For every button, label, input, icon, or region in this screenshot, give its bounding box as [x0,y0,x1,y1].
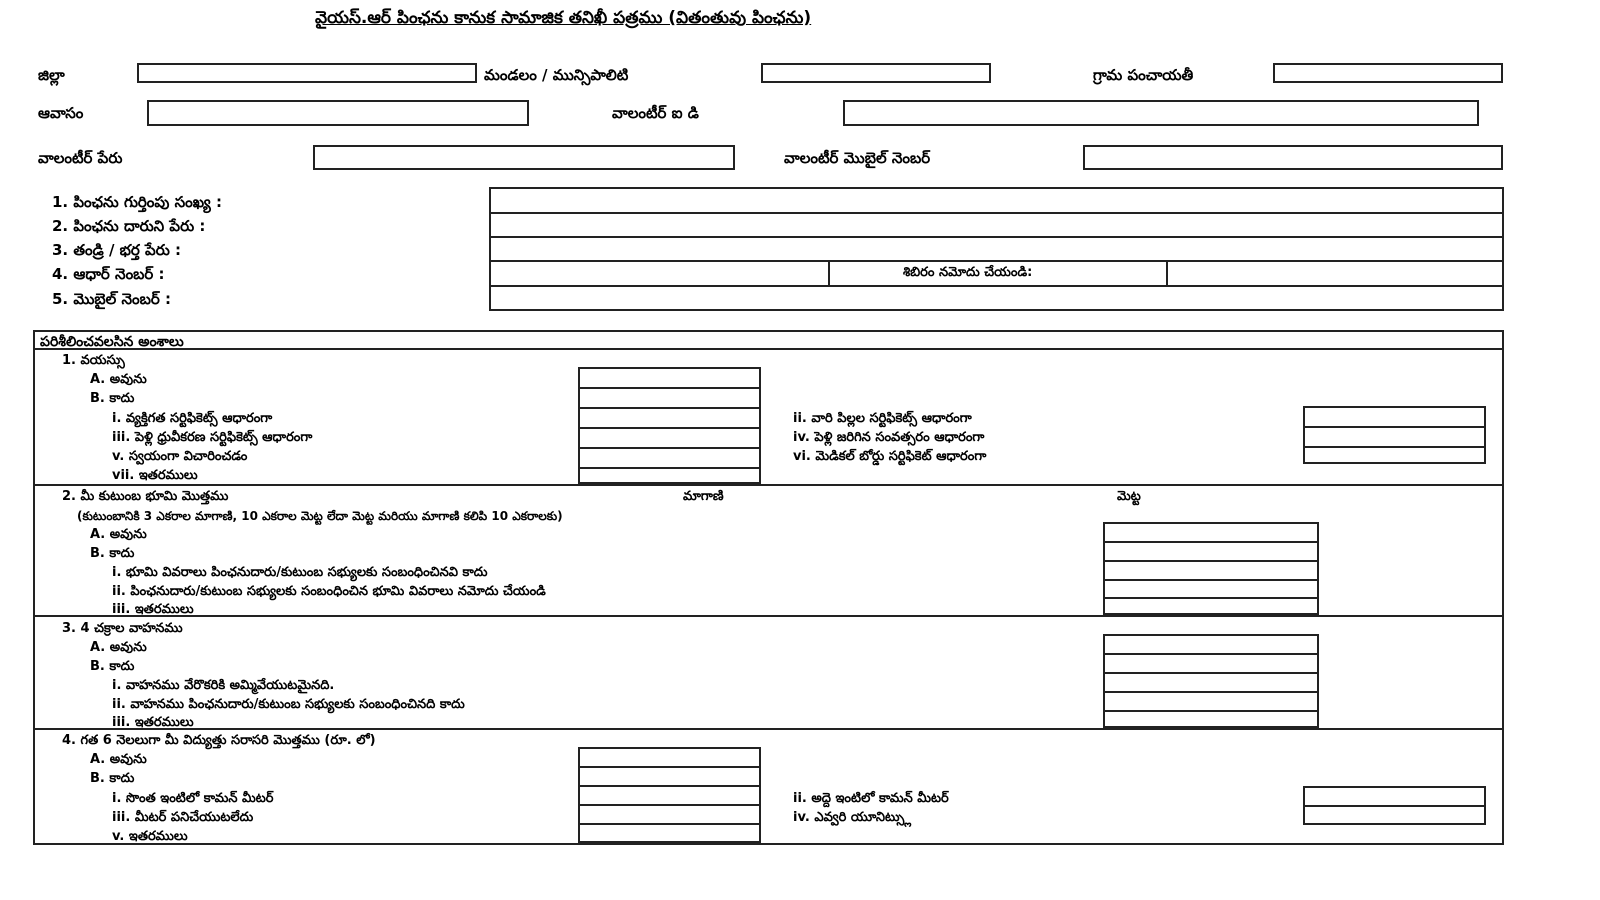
s2-sub-ii: ii. పింఛనుదారు/కుటుంబ సభ్యులకు సంబంధించిన భూమి వివరాలు నమోదు చేయండి [112,584,546,599]
divider [33,615,1504,617]
divider [33,484,1504,486]
s1-sub-v: v. స్వయంగా విచారించడం [112,449,248,464]
s2-sub-iii: iii. ఇతరములు [112,602,194,617]
s1-sub-vii: vii. ఇతరములు [112,468,198,483]
details-table [489,187,1504,311]
s2-option-a: A. అవును [90,527,147,542]
pension-id-label: 1. పింఛను గుర్తింపు సంఖ్య : [52,193,222,211]
s3-answer-boxes[interactable] [1103,634,1319,728]
s2-option-b: B. కాదు [90,546,135,561]
s2-sub-i: i. భూమి వివరాలు పింఛనుదారు/కుటుంబ సభ్యులకు సంబంధించినవి కాదు [112,565,488,580]
s1-sub-iii: iii. పెళ్లి ధ్రువీకరణ సర్టిఫికెట్స్ ఆధారంగా [112,430,313,445]
s1-answer-boxes[interactable] [578,367,761,484]
habitation-label: ఆవాసం [38,104,84,122]
check-header: పరిశీలించవలసిన అంశాలు [40,334,184,350]
pensioner-name-label: 2. పింఛను దారుని పేరు : [52,217,206,235]
s4-option-a: A. అవును [90,752,147,767]
habitation-field[interactable] [147,100,529,126]
s1-sub-ii: ii. వారి పిల్లల సర్టిఫికెట్స్ ఆధారంగా [793,411,972,426]
volunteer-id-label: వాలంటీర్ ఐ డి [612,104,699,122]
gram-label: గ్రామ పంచాయతీ [1093,66,1194,84]
form-title: వైయస్.ఆర్ పింఛను కానుక సామాజిక తనిఖీ పత్రము (వితంతువు పింఛను) [315,8,812,28]
camp-entry-label: శిబిరం నమోదు చేయండి: [903,265,1033,280]
mandal-field[interactable] [761,63,991,83]
divider [33,728,1504,730]
s3-sub-i: i. వాహనము వేరొకరికి అమ్మివేయుటమైనది. [112,678,335,693]
s3-title: 3. 4 చక్రాల వాహనము [62,621,183,636]
s4-sub-i: i. సొంత ఇంటిలో కామన్ మీటర్ [112,791,274,806]
volunteer-name-label: వాలంటీర్ పేరు [38,149,123,167]
s4-sub-iv: iv. ఎవ్వరి యూనిట్స్లు [793,810,912,825]
s4-sub-ii: ii. అద్దె ఇంటిలో కామన్ మీటర్ [793,791,949,806]
s1-sub-vi: vi. మెడికల్ బోర్డు సర్టిఫికెట్ ఆధారంగా [793,449,987,464]
s1-sub-i: i. వ్యక్తిగత సర్టిఫికెట్స్ ఆధారంగా [112,411,273,426]
s4-answer-boxes-right[interactable] [1303,786,1486,825]
mandal-label: మండలం / మున్సిపాలిటి [484,66,629,84]
s4-sub-iii: iii. మీటర్ పనిచేయుటలేదు [112,810,254,825]
s1-option-b: B. కాదు [90,391,135,406]
s2-answer-boxes[interactable] [1103,522,1319,615]
district-field[interactable] [137,63,477,83]
volunteer-id-field[interactable] [843,100,1479,126]
s3-sub-iii: iii. ఇతరములు [112,715,194,730]
district-label: జిల్లా [38,66,65,84]
aadhaar-label: 4. ఆధార్ నెంబర్ : [52,265,165,283]
divider [828,260,830,285]
s2-col-magani: మాగాణి [683,489,724,504]
volunteer-mobile-label: వాలంటీర్ మొబైల్ నెంబర్ [784,149,931,167]
divider [491,212,1502,214]
divider [33,348,1504,350]
father-husband-label: 3. తండ్రి / భర్త పేరు : [52,241,181,259]
s1-answer-boxes-right[interactable] [1303,406,1486,464]
s2-title: 2. మీ కుటుంబ భూమి మొత్తము [62,489,229,504]
s2-col-metta: మెట్ట [1117,489,1141,504]
s4-sub-v: v. ఇతరములు [112,829,188,844]
volunteer-name-field[interactable] [313,145,735,170]
s3-sub-ii: ii. వాహనము పింఛనుదారు/కుటుంబ సభ్యులకు సంబంధించినది కాదు [112,697,465,712]
s4-title: 4. గత 6 నెలలుగా మీ విద్యుత్తు సరాసరి మొత్తము (రూ. లో) [62,733,376,748]
gram-field[interactable] [1273,63,1503,83]
divider [491,260,1502,262]
s1-option-a: A. అవును [90,372,147,387]
mobile-label: 5. మొబైల్ నెంబర్ : [52,290,172,308]
volunteer-mobile-field[interactable] [1083,145,1503,170]
s4-option-b: B. కాదు [90,771,135,786]
divider [491,236,1502,238]
s1-sub-iv: iv. పెళ్లి జరిగిన సంవత్సరం ఆధారంగా [793,430,985,445]
divider [491,285,1502,287]
s4-answer-boxes[interactable] [578,747,761,843]
s3-option-a: A. అవును [90,640,147,655]
s1-title: 1. వయస్సు [62,353,125,368]
s3-option-b: B. కాదు [90,659,135,674]
s2-note: (కుటుంబానికి 3 ఎకరాల మాగాణి, 10 ఎకరాల మెట్ట లేదా మెట్ట మరియు మాగాణి కలిపి 10 ఎకరాలకు) [77,509,563,523]
divider [1166,260,1168,285]
